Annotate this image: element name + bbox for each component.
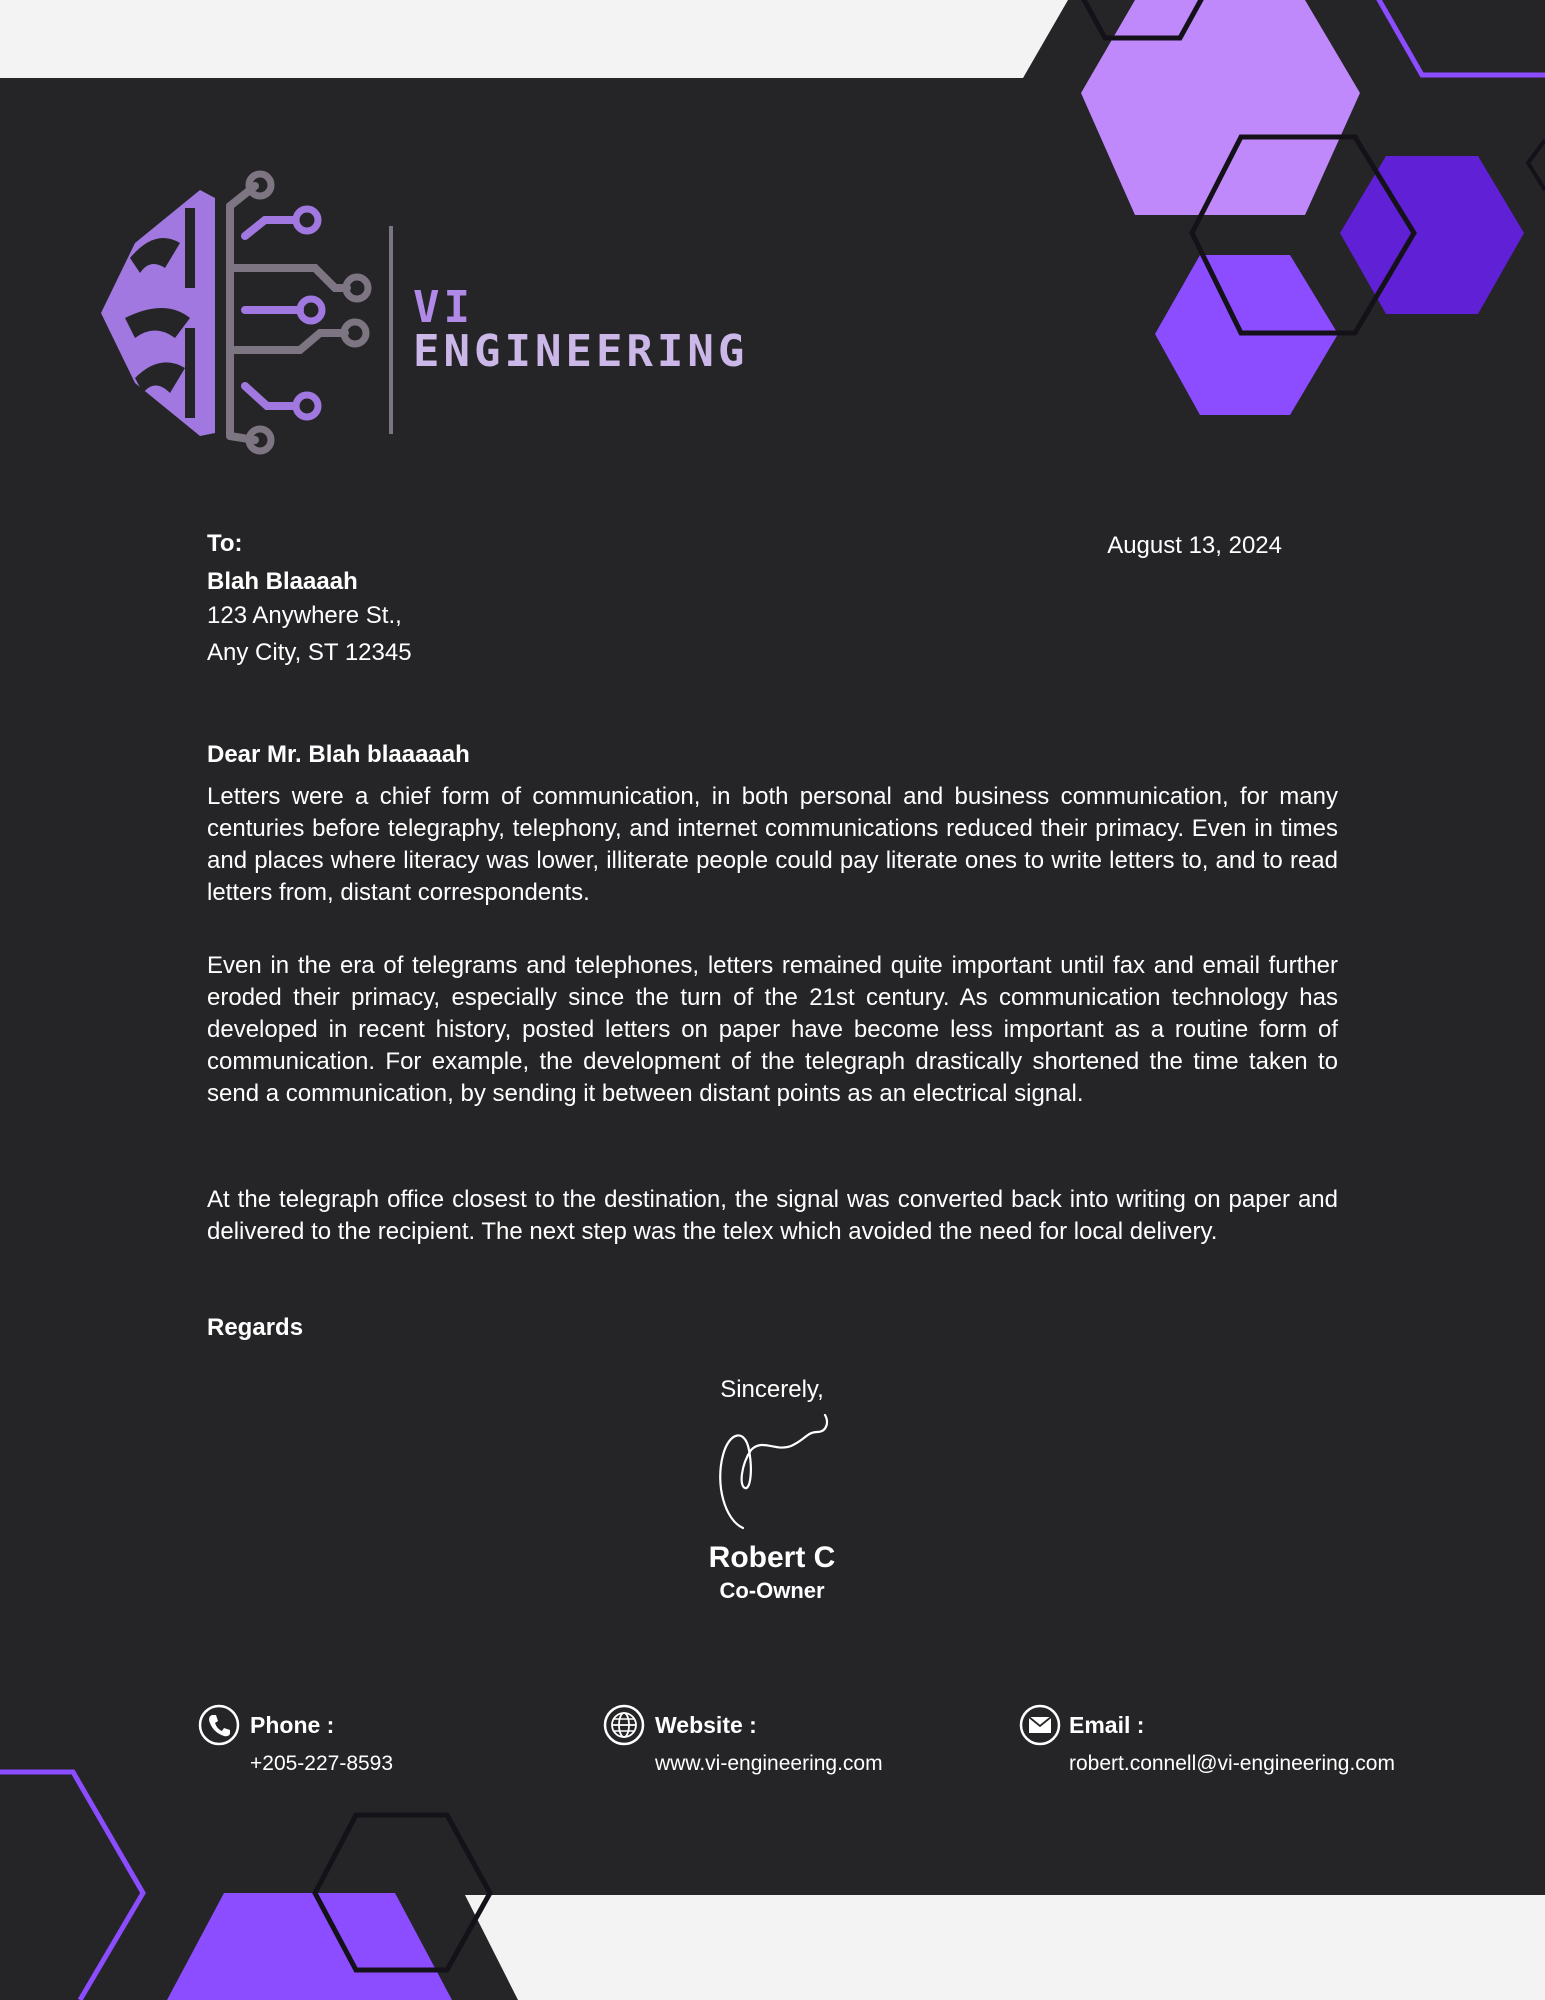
recipient-address-line2: Any City, ST 12345 xyxy=(207,639,412,666)
contact-label: Website : xyxy=(655,1712,757,1738)
website-url[interactable]: www.vi-engineering.com xyxy=(655,1752,883,1775)
signer-title: Co-Owner xyxy=(719,1578,825,1603)
to-label: To: xyxy=(207,530,243,557)
contact-phone xyxy=(198,1704,498,1784)
body-paragraph-2: Even in the era of telegrams and telephones, letters remained quite important until fax and email further eroded their primacy, especially since the turn of the 21st century. As communication technology has developed in recent history, posted letters on paper have become less important as a routine form of communication. For example, the development of the telegraph drastically shortened the time taken to send a communication, by sending it between distant points as an electrical signal. xyxy=(207,952,1338,1107)
body-paragraph-3: At the telegraph office closest to the destination, the signal was converted back into writing on paper and delivered to the recipient. The next step was the telex which avoided the need for local delivery. xyxy=(207,1186,1338,1245)
handwritten-signature xyxy=(705,1410,835,1540)
salutation: Dear Mr. Blah blaaaaah xyxy=(207,741,470,768)
logo-divider xyxy=(389,226,393,434)
signer-name: Robert C xyxy=(708,1541,836,1574)
logo-text-line1: VI xyxy=(413,282,474,333)
phone-number: +205-227-8593 xyxy=(250,1752,394,1775)
envelope-icon xyxy=(1019,1704,1061,1746)
recipient-address-line1: 123 Anywhere St., xyxy=(207,602,402,629)
phone-icon xyxy=(198,1704,240,1746)
body-paragraph-1: Letters were a chief form of communication, in both personal and business communication, for many centuries before telegraphy, telephony, and internet communications reduced their primacy. Even in times and places where literacy was lower, illiterate people could pay literate ones to write letters to, and to read letters from, distant correspondents. xyxy=(207,783,1338,906)
regards-text: Regards xyxy=(207,1314,304,1341)
company-logo xyxy=(95,168,865,458)
contact-website xyxy=(603,1704,943,1784)
recipient-name: Blah Blaaaah xyxy=(207,568,358,595)
brain-circuit-logo-icon xyxy=(95,168,395,458)
email-address[interactable]: robert.connell@vi-engineering.com xyxy=(1069,1752,1395,1775)
logo-text-line2: ENGINEERING xyxy=(413,326,749,377)
contact-label: Email : xyxy=(1069,1712,1145,1738)
hexagon-decoration xyxy=(1081,0,1360,215)
contact-label: Phone : xyxy=(250,1712,335,1738)
letter-date: August 13, 2024 xyxy=(1107,532,1282,559)
contact-email xyxy=(1019,1704,1439,1784)
globe-icon xyxy=(603,1704,645,1746)
closing-text: Sincerely, xyxy=(720,1376,824,1403)
